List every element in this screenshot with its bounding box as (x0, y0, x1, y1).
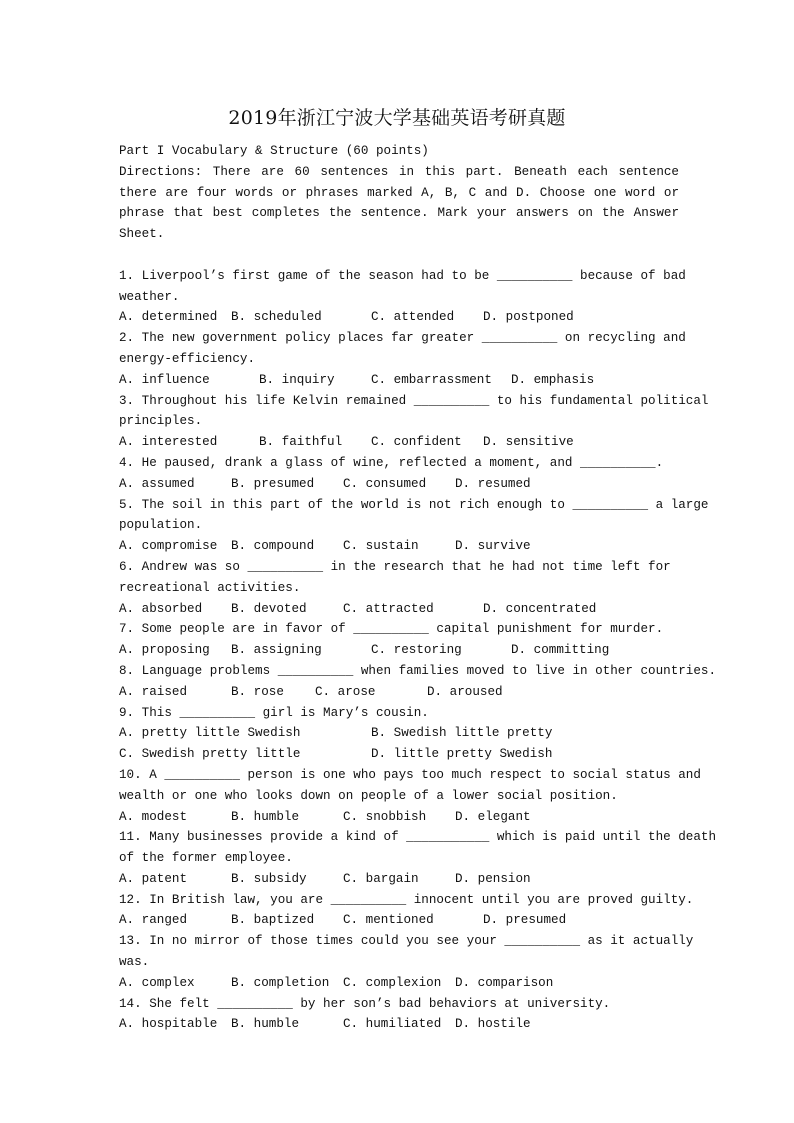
answer-option: A. hospitable (119, 1017, 218, 1032)
answer-option: A. modest (119, 809, 188, 824)
question-2 (119, 328, 686, 390)
answer-option: B. rose (231, 684, 284, 699)
answer-option: B. humble (231, 809, 300, 824)
options-row (119, 723, 679, 744)
question-6 (119, 557, 679, 619)
exam-content (119, 141, 717, 1035)
answer-option: A. influence (119, 372, 210, 387)
answer-option: B. inquiry (259, 372, 335, 387)
answer-option: C. consumed (343, 476, 427, 491)
answer-option: C. Swedish pretty little (119, 747, 301, 762)
question-11 (119, 827, 717, 889)
answer-option: B. assigning (231, 643, 322, 658)
question-stem-line: 13. In no mirror of those times could you see your __________ as it actually (119, 934, 694, 949)
answer-option: A. complex (119, 975, 195, 990)
question-stem-line: was. (119, 955, 150, 970)
answer-option: D. emphasis (511, 372, 595, 387)
options-row (119, 474, 679, 495)
answer-option: B. subsidy (231, 871, 307, 886)
options-row (119, 807, 679, 828)
options-row (119, 1014, 679, 1035)
question-stem-line: 2. The new government policy places far greater __________ on recycling and (119, 331, 686, 346)
answer-option: D. hostile (455, 1017, 531, 1032)
options-row (119, 432, 679, 453)
answer-option: A. proposing (119, 643, 210, 658)
answer-option: B. faithful (259, 435, 343, 450)
answer-option: A. determined (119, 310, 218, 325)
question-stem-line: energy-efficiency. (119, 351, 256, 366)
options-row (119, 910, 679, 931)
question-stem-line: 9. This __________ girl is Mary’s cousin. (119, 705, 429, 720)
question-13 (119, 931, 694, 993)
answer-option: D. elegant (455, 809, 531, 824)
answer-option: C. confident (371, 435, 462, 450)
answer-option: A. ranged (119, 913, 188, 928)
spacer (119, 245, 679, 266)
question-stem-line: principles. (119, 414, 203, 429)
question-stem-line: 12. In British law, you are __________ innocent until you are proved guilty. (119, 892, 694, 907)
question-stem-line: of the former employee. (119, 851, 293, 866)
question-12 (119, 890, 694, 932)
question-8 (119, 661, 717, 703)
page-title: 2019年浙江宁波大学基础英语考研真题 (228, 107, 566, 129)
question-stem-line: 4. He paused, drank a glass of wine, reflected a moment, and __________. (119, 455, 664, 470)
answer-option: A. compromise (119, 539, 218, 554)
answer-option: D. concentrated (483, 601, 597, 616)
question-stem-line: 1. Liverpool’s first game of the season had to be __________ because of bad (119, 268, 686, 283)
answer-option: C. attended (371, 310, 455, 325)
question-stem-line: 14. She felt __________ by her son’s bad behaviors at university. (119, 996, 611, 1011)
answer-option: D. pension (455, 871, 531, 886)
question-stem-line: 6. Andrew was so __________ in the research that he had not time left for (119, 559, 671, 574)
answer-option: C. embarrassment (371, 372, 492, 387)
answer-option: D. resumed (455, 476, 531, 491)
answer-option: C. snobbish (343, 809, 427, 824)
options-row (119, 973, 679, 994)
answer-option: B. Swedish little pretty (371, 726, 553, 741)
question-stem-line: wealth or one who looks down on people of a lower social position. (119, 788, 618, 803)
answer-option: D. committing (511, 643, 610, 658)
question-4 (119, 453, 679, 495)
answer-option: C. bargain (343, 871, 419, 886)
options-row (119, 869, 679, 890)
directions-text: Directions: There are 60 sentences in this part. Beneath each sentence there are four words or phrases marked A, B, C and D. Choose one word or phrase that best completes the sentence. Mark your answers on the Answer Sheet. (119, 164, 679, 242)
question-stem-line: 11. Many businesses provide a kind of ___________ which is paid until the death (119, 830, 717, 845)
answer-option: A. raised (119, 684, 188, 699)
part-heading: Part I Vocabulary & Structure (60 points) (119, 144, 429, 158)
question-stem-line: 8. Language problems __________ when families moved to live in other countries. (119, 663, 717, 678)
question-1 (119, 266, 686, 328)
answer-option: B. scheduled (231, 310, 322, 325)
answer-option: A. interested (119, 435, 218, 450)
question-14 (119, 994, 679, 1036)
answer-option: B. compound (231, 539, 315, 554)
answer-option: C. mentioned (343, 913, 434, 928)
answer-option: B. baptized (231, 913, 315, 928)
question-10 (119, 765, 701, 827)
options-row (119, 744, 679, 765)
answer-option: D. aroused (427, 684, 503, 699)
question-9 (119, 703, 679, 765)
answer-option: C. complexion (343, 975, 442, 990)
answer-option: C. humiliated (343, 1017, 442, 1032)
question-stem-line: population. (119, 518, 203, 533)
answer-option: A. assumed (119, 476, 195, 491)
options-row (119, 599, 679, 620)
answer-option: A. absorbed (119, 601, 203, 616)
question-5 (119, 495, 709, 557)
question-stem-line: 7. Some people are in favor of __________ capital punishment for murder. (119, 622, 664, 637)
question-stem-line: recreational activities. (119, 580, 301, 595)
options-row (119, 682, 679, 703)
answer-option: B. humble (231, 1017, 300, 1032)
question-stem-line: 10. A __________ person is one who pays too much respect to social status and (119, 767, 701, 782)
options-row (119, 307, 679, 328)
question-stem-line: 5. The soil in this part of the world is not rich enough to __________ a large (119, 497, 709, 512)
answer-option: D. survive (455, 539, 531, 554)
answer-option: A. pretty little Swedish (119, 726, 301, 741)
question-list (119, 266, 717, 1035)
answer-option: B. presumed (231, 476, 315, 491)
question-stem-line: 3. Throughout his life Kelvin remained __________ to his fundamental political (119, 393, 709, 408)
answer-option: C. restoring (371, 643, 462, 658)
answer-option: B. devoted (231, 601, 307, 616)
answer-option: C. arose (315, 684, 376, 699)
options-row (119, 640, 679, 661)
answer-option: C. attracted (343, 601, 434, 616)
answer-option: B. completion (231, 975, 330, 990)
answer-option: D. postponed (483, 310, 574, 325)
answer-option: D. presumed (483, 913, 567, 928)
options-row (119, 370, 679, 391)
question-stem-line: weather. (119, 289, 180, 304)
answer-option: D. sensitive (483, 435, 574, 450)
answer-option: A. patent (119, 871, 188, 886)
question-7 (119, 619, 679, 661)
answer-option: D. little pretty Swedish (371, 747, 553, 762)
options-row (119, 536, 679, 557)
answer-option: C. sustain (343, 539, 419, 554)
answer-option: D. comparison (455, 975, 554, 990)
question-3 (119, 391, 709, 453)
